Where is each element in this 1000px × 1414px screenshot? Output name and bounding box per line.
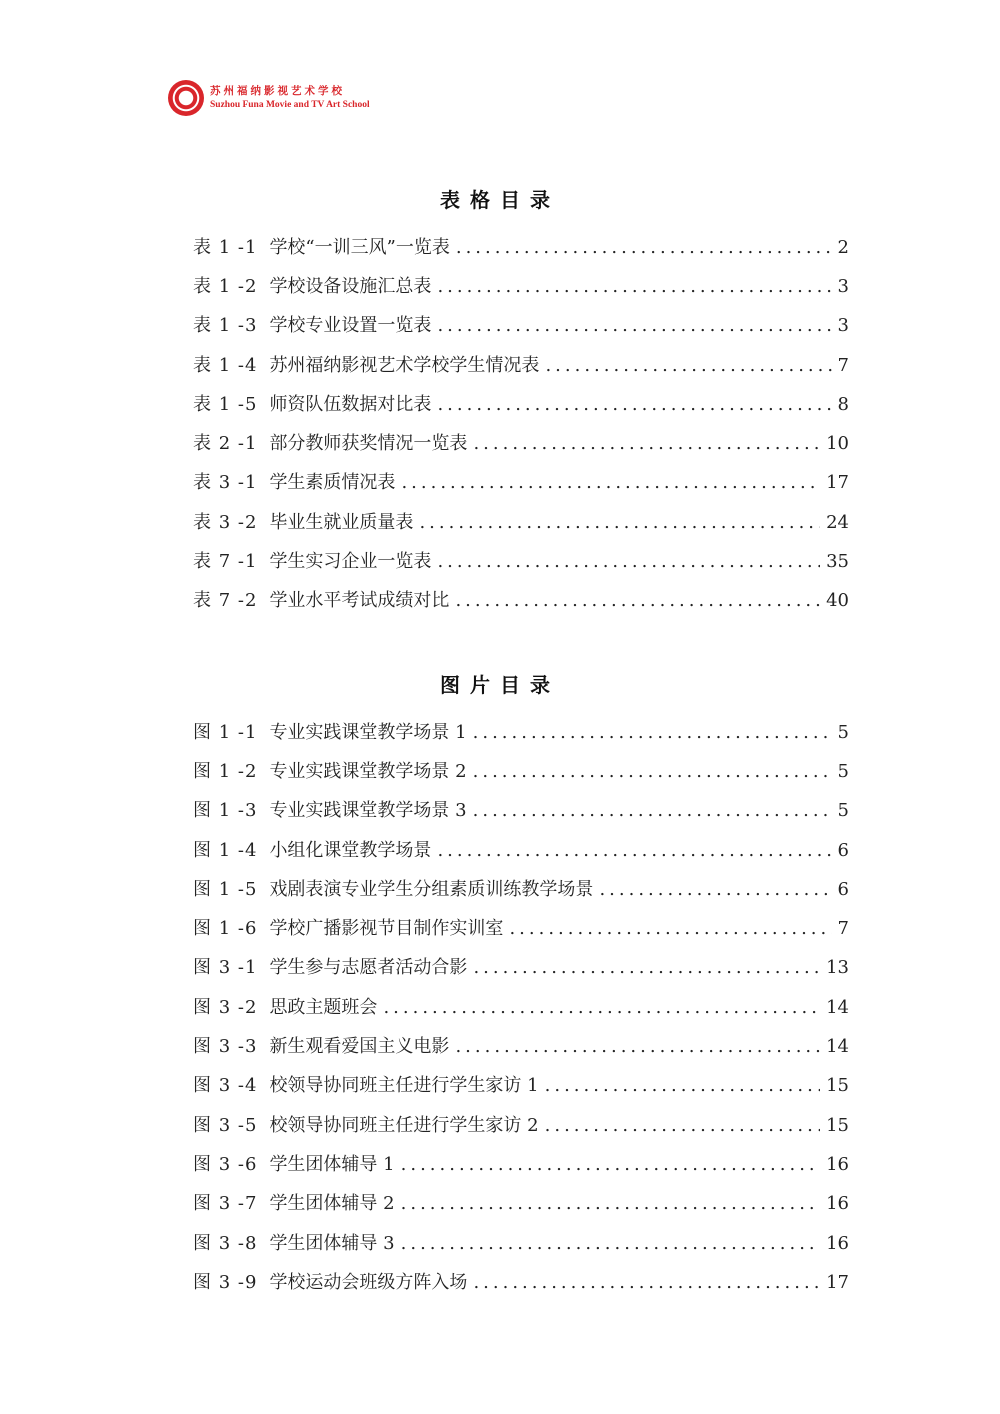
entry-label: 表 1 -3 <box>193 315 258 337</box>
dot-leader <box>437 278 831 296</box>
figure-toc-entry[interactable] <box>193 1185 849 1224</box>
entry-page-number: 17 <box>826 1271 849 1293</box>
dot-leader <box>401 474 820 492</box>
entry-label: 表 1 -2 <box>193 275 258 297</box>
figure-toc-entry[interactable] <box>193 713 849 752</box>
dot-leader <box>437 317 831 335</box>
entry-label: 表 3 -1 <box>193 472 258 494</box>
figure-toc-entry[interactable] <box>193 752 849 791</box>
entry-title: 戏剧表演专业学生分组素质训练教学场景 <box>269 878 594 900</box>
entry-label: 表 7 -2 <box>193 590 258 612</box>
entry-label: 图 3 -5 <box>193 1114 258 1136</box>
entry-page-number: 17 <box>826 472 849 494</box>
entry-page-number: 2 <box>837 236 849 258</box>
entry-title: 学校广播影视节目制作实训室 <box>269 918 504 940</box>
dot-leader <box>437 553 820 571</box>
table-toc-entry[interactable] <box>193 582 849 621</box>
figure-toc-entry[interactable] <box>193 988 849 1027</box>
entry-label: 表 1 -5 <box>193 393 258 415</box>
entry-page-number: 15 <box>826 1114 849 1136</box>
entry-label: 图 1 -4 <box>193 839 258 861</box>
entry-label: 图 1 -6 <box>193 918 258 940</box>
table-toc-entry[interactable] <box>193 542 849 581</box>
dot-leader <box>473 1274 820 1292</box>
entry-label: 表 3 -2 <box>193 511 258 533</box>
figure-toc-entry[interactable] <box>193 792 849 831</box>
dot-leader <box>419 514 820 532</box>
school-seal-icon <box>168 80 204 116</box>
entry-label: 图 3 -1 <box>193 957 258 979</box>
entry-title: 专业实践课堂教学场景 1 <box>269 721 467 743</box>
entry-page-number: 3 <box>837 315 849 337</box>
table-toc-entry[interactable] <box>193 307 849 346</box>
figures-toc-title: 图片目录 <box>440 673 560 697</box>
entry-page-number: 6 <box>837 878 849 900</box>
entry-label: 图 3 -7 <box>193 1193 258 1215</box>
entry-page-number: 7 <box>837 918 849 940</box>
school-logo <box>168 80 370 116</box>
entry-label: 表 1 -1 <box>193 236 258 258</box>
entry-page-number: 40 <box>826 590 849 612</box>
entry-label: 图 1 -1 <box>193 721 258 743</box>
dot-leader <box>455 592 820 610</box>
dot-leader <box>473 959 820 977</box>
entry-title: 专业实践课堂教学场景 3 <box>269 800 467 822</box>
entry-label: 表 2 -1 <box>193 433 258 455</box>
entry-page-number: 16 <box>826 1153 849 1175</box>
dot-leader <box>473 724 832 742</box>
figure-toc-entry[interactable] <box>193 1224 849 1263</box>
entry-title: 学生实习企业一览表 <box>269 551 432 573</box>
entry-title: 学生团体辅导 1 <box>269 1153 395 1175</box>
entry-title: 学校“一训三风”一览表 <box>269 236 450 258</box>
dot-leader <box>456 239 832 257</box>
entry-page-number: 5 <box>837 721 849 743</box>
entry-title: 部分教师获奖情况一览表 <box>269 433 468 455</box>
entry-label: 图 1 -2 <box>193 760 258 782</box>
entry-label: 图 3 -9 <box>193 1271 258 1293</box>
figure-toc-entry[interactable] <box>193 949 849 988</box>
entry-title: 学生团体辅导 2 <box>269 1193 395 1215</box>
figure-toc-entry[interactable] <box>193 1027 849 1066</box>
table-toc-entry[interactable] <box>193 267 849 306</box>
figure-toc-entry[interactable] <box>193 831 849 870</box>
entry-title: 学校运动会班级方阵入场 <box>269 1271 468 1293</box>
table-toc-entry[interactable] <box>193 385 849 424</box>
figure-toc-entry[interactable] <box>193 1106 849 1145</box>
tables-toc-list <box>193 228 849 621</box>
entry-title: 小组化课堂教学场景 <box>269 839 432 861</box>
entry-page-number: 16 <box>826 1232 849 1254</box>
logo-chinese-name: 苏州福纳影视艺术学校 <box>210 85 345 97</box>
entry-page-number: 14 <box>826 1036 849 1058</box>
entry-label: 图 1 -5 <box>193 878 258 900</box>
entry-page-number: 13 <box>826 957 849 979</box>
logo-text <box>210 86 370 110</box>
entry-page-number: 16 <box>826 1193 849 1215</box>
entry-title: 学生团体辅导 3 <box>269 1232 395 1254</box>
table-toc-entry[interactable] <box>193 464 849 503</box>
dot-leader <box>473 435 820 453</box>
entry-label: 表 1 -4 <box>193 354 258 376</box>
entry-title: 师资队伍数据对比表 <box>269 393 432 415</box>
dot-leader <box>473 763 832 781</box>
entry-title: 思政主题班会 <box>269 996 378 1018</box>
dot-leader <box>437 396 831 414</box>
dot-leader <box>401 1235 820 1253</box>
entry-title: 苏州福纳影视艺术学校学生情况表 <box>269 354 540 376</box>
dot-leader <box>545 1077 820 1095</box>
dot-leader <box>509 920 831 938</box>
entry-label: 图 3 -3 <box>193 1036 258 1058</box>
entry-title: 校领导协同班主任进行学生家访 2 <box>269 1114 539 1136</box>
entry-label: 图 3 -8 <box>193 1232 258 1254</box>
dot-leader <box>383 999 820 1017</box>
entry-label: 图 3 -2 <box>193 996 258 1018</box>
entry-page-number: 6 <box>837 839 849 861</box>
entry-page-number: 24 <box>826 511 849 533</box>
figure-toc-entry[interactable] <box>193 909 849 948</box>
dot-leader <box>545 357 831 375</box>
entry-page-number: 7 <box>837 354 849 376</box>
entry-page-number: 35 <box>826 551 849 573</box>
entry-page-number: 14 <box>826 996 849 1018</box>
entry-title: 新生观看爱国主义电影 <box>269 1036 450 1058</box>
dot-leader <box>599 881 831 899</box>
dot-leader <box>455 1038 820 1056</box>
figure-toc-entry[interactable] <box>193 1145 849 1184</box>
figure-toc-entry[interactable] <box>193 1067 849 1106</box>
entry-page-number: 8 <box>837 393 849 415</box>
dot-leader <box>473 802 832 820</box>
entry-title: 学生素质情况表 <box>269 472 396 494</box>
entry-title: 学校专业设置一览表 <box>269 315 432 337</box>
table-toc-entry[interactable] <box>193 346 849 385</box>
table-toc-entry[interactable] <box>193 503 849 542</box>
dot-leader <box>545 1117 820 1135</box>
dot-leader <box>401 1195 820 1213</box>
dot-leader <box>401 1156 820 1174</box>
entry-page-number: 15 <box>826 1075 849 1097</box>
entry-label: 图 1 -3 <box>193 800 258 822</box>
entry-label: 图 3 -4 <box>193 1075 258 1097</box>
entry-title: 学校设备设施汇总表 <box>269 275 432 297</box>
logo-english-name: Suzhou Funa Movie and TV Art School <box>210 99 370 110</box>
entry-title: 校领导协同班主任进行学生家访 1 <box>269 1075 539 1097</box>
entry-title: 专业实践课堂教学场景 2 <box>269 760 467 782</box>
figure-toc-entry[interactable] <box>193 1263 849 1302</box>
entry-page-number: 3 <box>837 275 849 297</box>
entry-page-number: 5 <box>837 760 849 782</box>
figure-toc-entry[interactable] <box>193 870 849 909</box>
entry-title: 学业水平考试成绩对比 <box>269 590 450 612</box>
table-toc-entry[interactable] <box>193 424 849 463</box>
entry-page-number: 10 <box>826 433 849 455</box>
table-toc-entry[interactable] <box>193 228 849 267</box>
entry-title: 毕业生就业质量表 <box>269 511 414 533</box>
entry-page-number: 5 <box>837 800 849 822</box>
entry-label: 图 3 -6 <box>193 1153 258 1175</box>
entry-label: 表 7 -1 <box>193 551 258 573</box>
tables-toc-title: 表格目录 <box>440 188 560 212</box>
figures-toc-list <box>193 713 849 1302</box>
dot-leader <box>437 842 831 860</box>
entry-title: 学生参与志愿者活动合影 <box>269 957 468 979</box>
